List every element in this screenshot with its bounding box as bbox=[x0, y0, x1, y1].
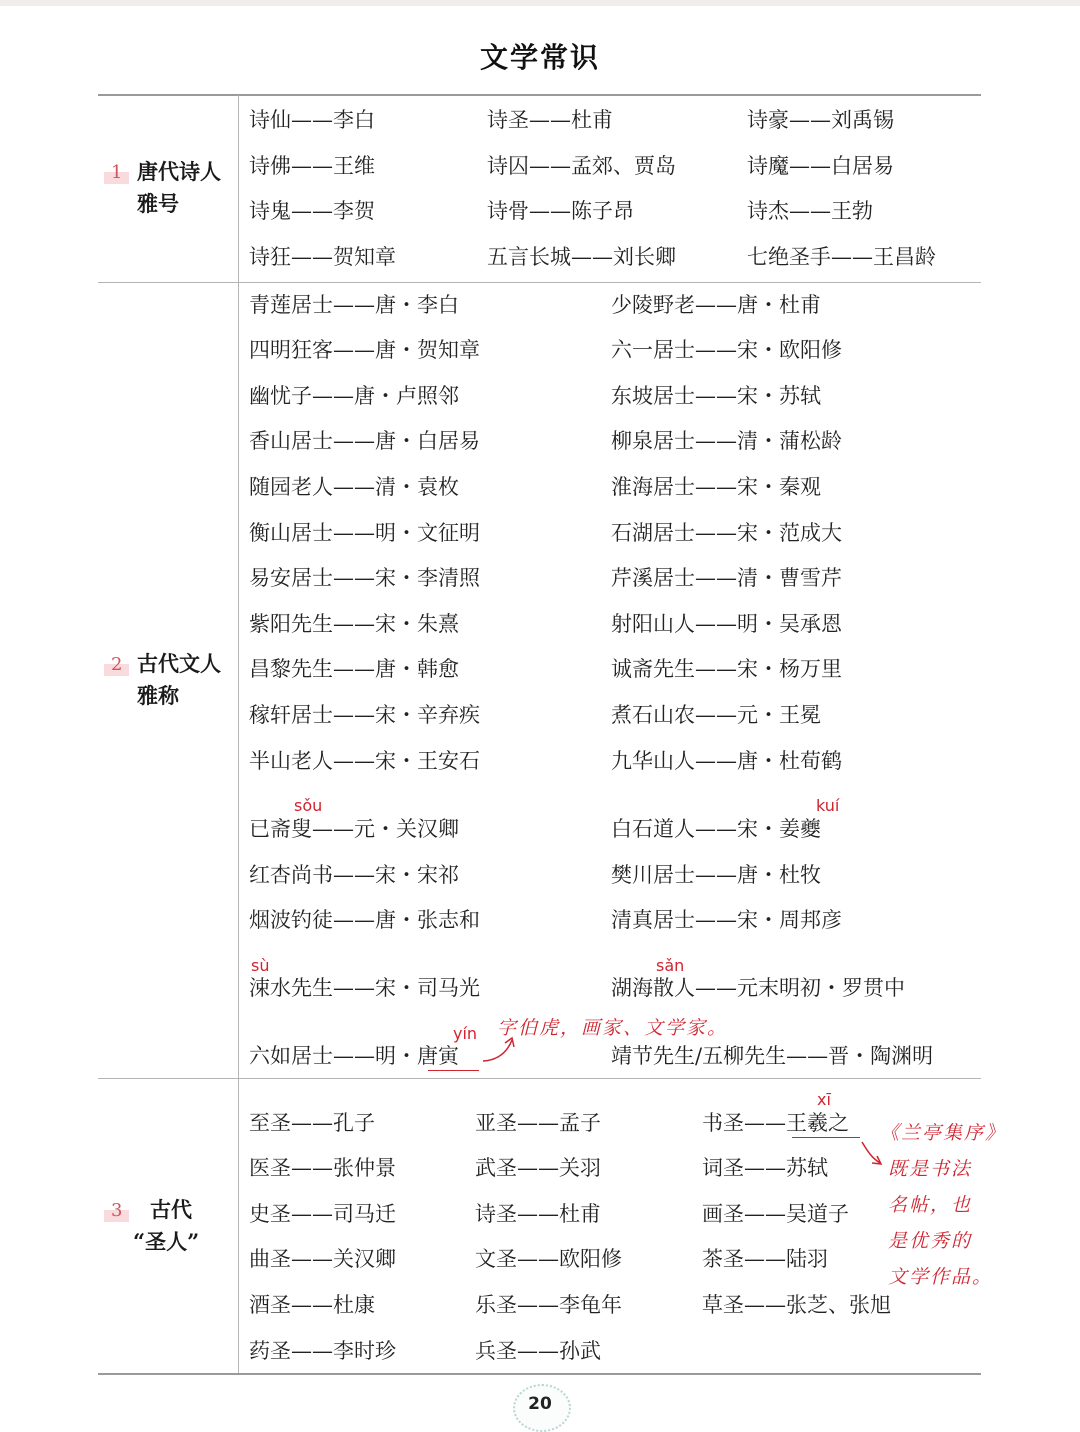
underline-wangxizhi bbox=[792, 1137, 860, 1138]
list-item: 诗狂——贺知章 bbox=[249, 245, 396, 269]
pinyin-xi: xī bbox=[817, 1090, 831, 1109]
list-item: 半山老人——宋・王安石 bbox=[249, 749, 480, 773]
list-item: 书圣——王羲之 bbox=[702, 1111, 849, 1135]
list-item: 随园老人——清・袁枚 bbox=[249, 475, 459, 499]
list-item: 诗魔——白居易 bbox=[747, 154, 894, 178]
pinyin-su: sù bbox=[251, 956, 270, 975]
list-item: 樊川居士——唐・杜牧 bbox=[611, 863, 821, 887]
list-item: 红杏尚书——宋・宋祁 bbox=[249, 863, 459, 887]
list-item: 诗杰——王勃 bbox=[747, 199, 873, 223]
list-item: 靖节先生/五柳先生——晋・陶渊明 bbox=[611, 1044, 934, 1068]
list-item: 湖海散人——元末明初・罗贯中 bbox=[611, 976, 905, 1000]
list-item: 东坡居士——宋・苏轼 bbox=[611, 384, 821, 408]
section-title-line2: 雅称 bbox=[137, 683, 179, 708]
list-item: 石湖居士——宋・范成大 bbox=[611, 521, 842, 545]
page-title: 文学常识 bbox=[479, 41, 600, 74]
list-item: 芹溪居士——清・曹雪芹 bbox=[611, 566, 842, 590]
list-item: 诚斋先生——宋・杨万里 bbox=[611, 657, 842, 681]
list-item: 已斋叟——元・关汉卿 bbox=[249, 817, 459, 841]
section-title-line1: 古代 bbox=[150, 1197, 192, 1222]
list-item: 画圣——吴道子 bbox=[702, 1202, 849, 1226]
annotation-lanting-line1: 《兰亭集序》 bbox=[880, 1122, 1007, 1144]
list-item: 清真居士——宋・周邦彦 bbox=[611, 908, 842, 932]
list-item: 兵圣——孙武 bbox=[475, 1339, 601, 1363]
pinyin-kui: kuí bbox=[816, 796, 840, 815]
section-title-line1: 唐代诗人 bbox=[137, 159, 221, 184]
section-divider-2 bbox=[98, 1078, 981, 1079]
table-top-rule bbox=[98, 94, 981, 96]
annotation-lanting-line3: 名帖，也 bbox=[888, 1194, 973, 1216]
top-edge-strip bbox=[0, 0, 1080, 6]
list-item: 白石道人——宋・姜夔 bbox=[611, 817, 821, 841]
list-item: 紫阳先生——宋・朱熹 bbox=[249, 612, 459, 636]
list-item: 少陵野老——唐・杜甫 bbox=[611, 293, 821, 317]
list-item: 武圣——关羽 bbox=[475, 1156, 601, 1180]
list-item: 诗圣——杜甫 bbox=[487, 108, 613, 132]
list-item: 至圣——孔子 bbox=[249, 1111, 375, 1135]
underline-tangyin bbox=[428, 1070, 479, 1071]
list-item: 医圣——张仲景 bbox=[249, 1156, 396, 1180]
list-item: 诗囚——孟郊、贾岛 bbox=[487, 154, 676, 178]
list-item: 稼轩居士——宋・辛弃疾 bbox=[249, 703, 480, 727]
list-item: 文圣——欧阳修 bbox=[475, 1247, 622, 1271]
section-number: 1 bbox=[104, 162, 129, 184]
list-item: 煮石山农——元・王冕 bbox=[611, 703, 821, 727]
arrow-lanting bbox=[862, 1142, 880, 1163]
list-item: 五言长城——刘长卿 bbox=[487, 245, 676, 269]
list-item: 酒圣——杜康 bbox=[249, 1293, 375, 1317]
list-item: 四明狂客——唐・贺知章 bbox=[249, 338, 480, 362]
list-item: 亚圣——孟子 bbox=[475, 1111, 601, 1135]
list-item: 六如居士——明・唐寅 bbox=[249, 1044, 459, 1068]
pinyin-yin: yín bbox=[453, 1024, 478, 1043]
list-item: 诗豪——刘禹锡 bbox=[747, 108, 894, 132]
list-item: 茶圣——陆羽 bbox=[702, 1247, 828, 1271]
pinyin-san: sǎn bbox=[656, 956, 685, 975]
annotation-lanting-line5: 文学作品。 bbox=[888, 1266, 994, 1288]
section-number: 2 bbox=[104, 654, 129, 676]
section-divider-1 bbox=[98, 282, 981, 283]
list-item: 射阳山人——明・吴承恩 bbox=[611, 612, 842, 636]
page-number: 20 bbox=[528, 1394, 552, 1414]
arrow-lanting-head bbox=[872, 1156, 881, 1164]
list-item: 乐圣——李龟年 bbox=[475, 1293, 622, 1317]
annotation-lanting-line4: 是优秀的 bbox=[888, 1230, 973, 1252]
list-item: 淮海居士——宋・秦观 bbox=[611, 475, 821, 499]
list-item: 诗骨——陈子昂 bbox=[487, 199, 634, 223]
list-item: 九华山人——唐・杜荀鹤 bbox=[611, 749, 842, 773]
pinyin-sou: sǒu bbox=[294, 796, 323, 815]
list-item: 六一居士——宋・欧阳修 bbox=[611, 338, 842, 362]
arrow-tangyin bbox=[483, 1040, 512, 1061]
section-title-line2: “圣人” bbox=[133, 1229, 200, 1254]
section-number: 3 bbox=[104, 1200, 129, 1222]
list-item: 柳泉居士——清・蒲松龄 bbox=[611, 429, 842, 453]
list-item: 七绝圣手——王昌龄 bbox=[747, 245, 936, 269]
table-bottom-rule bbox=[98, 1373, 981, 1375]
list-item: 涑水先生——宋・司马光 bbox=[249, 976, 480, 1000]
annotation-tangyin: 字伯虎，画家、文学家。 bbox=[497, 1017, 729, 1039]
section-title-line2: 雅号 bbox=[137, 191, 179, 216]
list-item: 青莲居士——唐・李白 bbox=[249, 293, 459, 317]
list-item: 诗鬼——李贺 bbox=[249, 199, 375, 223]
section-title-line1: 古代文人 bbox=[137, 651, 221, 676]
list-item: 曲圣——关汉卿 bbox=[249, 1247, 396, 1271]
list-item: 衡山居士——明・文征明 bbox=[249, 521, 480, 545]
list-item: 诗佛——王维 bbox=[249, 154, 375, 178]
list-item: 草圣——张芝、张旭 bbox=[702, 1293, 891, 1317]
list-item: 诗仙——李白 bbox=[249, 108, 375, 132]
list-item: 昌黎先生——唐・韩愈 bbox=[249, 657, 459, 681]
list-item: 香山居士——唐・白居易 bbox=[249, 429, 480, 453]
column-divider bbox=[238, 95, 239, 1373]
list-item: 药圣——李时珍 bbox=[249, 1339, 396, 1363]
list-item: 烟波钓徒——唐・张志和 bbox=[249, 908, 480, 932]
list-item: 幽忧子——唐・卢照邻 bbox=[249, 384, 459, 408]
list-item: 易安居士——宋・李清照 bbox=[249, 566, 480, 590]
annotation-lanting-line2: 既是书法 bbox=[888, 1158, 973, 1180]
list-item: 词圣——苏轼 bbox=[702, 1156, 828, 1180]
list-item: 诗圣——杜甫 bbox=[475, 1202, 601, 1226]
list-item: 史圣——司马迁 bbox=[249, 1202, 396, 1226]
